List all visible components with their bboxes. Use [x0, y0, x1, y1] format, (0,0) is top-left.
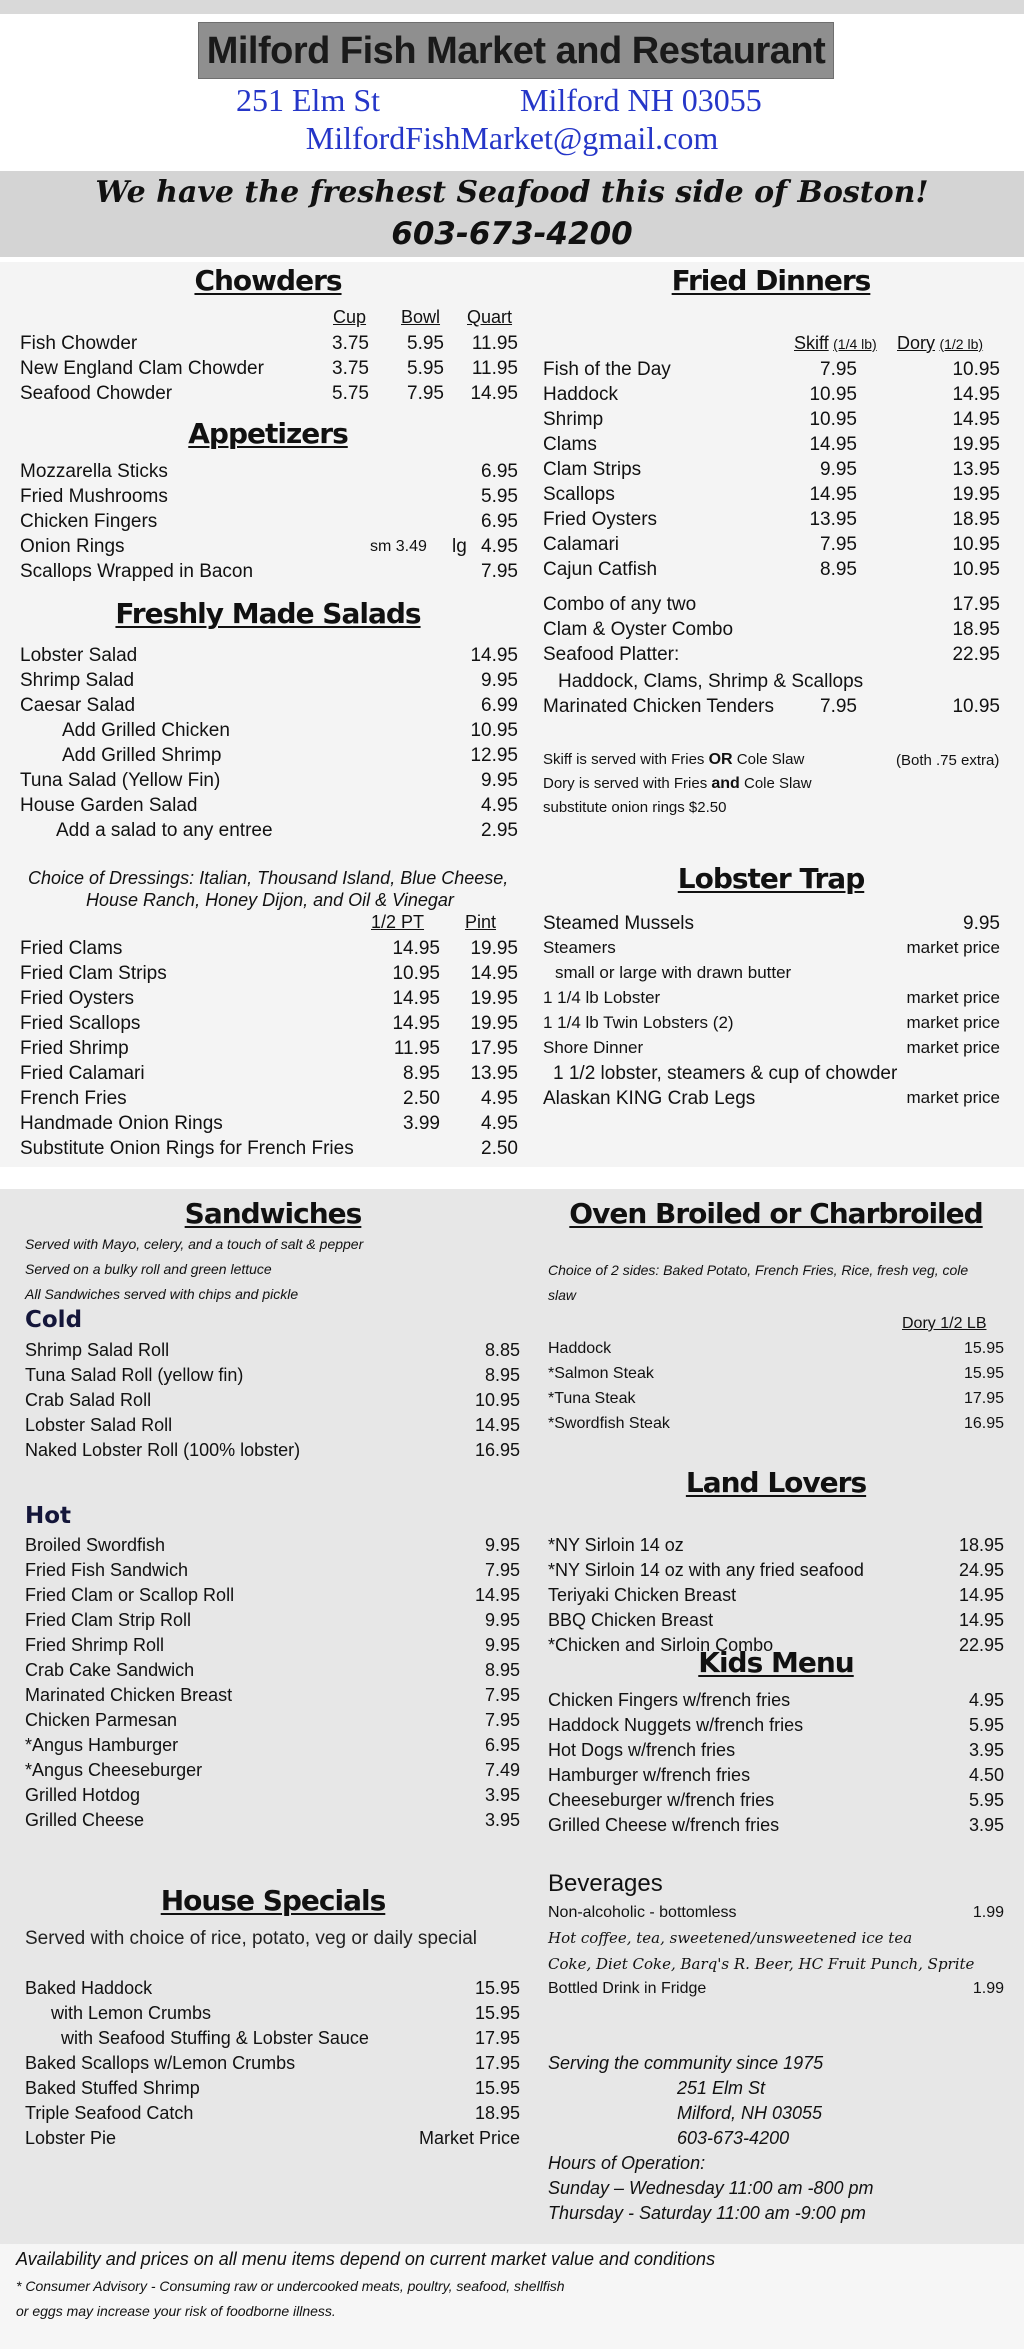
menu-item-name: 1 1/4 lb Twin Lobsters (2) — [543, 1013, 734, 1032]
menu-item-name: Onion Rings — [20, 536, 125, 557]
menu-item-name: Fish Chowder — [20, 333, 138, 354]
menu-item-price: market price — [906, 988, 1000, 1007]
menu-item-price: 11.95 — [393, 1038, 440, 1059]
menu-item-price: 17.95 — [952, 594, 1000, 615]
footer-availability: Availability and prices on all menu items depend on current market value and conditions — [16, 2249, 716, 2269]
fried-sides-col-pint: Pint — [465, 912, 497, 932]
menu-item-price: 10.95 — [809, 384, 857, 405]
menu-item-price: 11.95 — [471, 333, 518, 354]
fried-sides-col-half: 1/2 PT — [371, 912, 425, 932]
footer-advisory-1: * Consumer Advisory - Consuming raw or undercooked meats, poultry, seafood, shellfish — [16, 2278, 565, 2294]
menu-item-name: Chicken Fingers w/french fries — [548, 1690, 791, 1710]
skiff-note-a: Skiff is served with Fries — [543, 751, 709, 768]
menu-item-price: 10.95 — [392, 963, 440, 984]
chowders-col-bowl: Bowl — [401, 307, 441, 327]
menu-item-price: 7.95 — [820, 696, 857, 717]
onion-rings-sm-price: sm 3.49 — [370, 538, 427, 555]
menu-item-price: 5.95 — [481, 486, 518, 507]
menu-item-price: 6.99 — [481, 695, 518, 716]
skiff-note — [543, 751, 804, 769]
chowders-col-quart: Quart — [467, 307, 513, 327]
skiff-label: Skiff — [794, 333, 829, 353]
sandwiches-heading: Sandwiches — [184, 1197, 362, 1230]
beverage-line-1: Non-alcoholic - bottomless — [548, 1904, 737, 1921]
menu-item-name: Fried Fish Sandwich — [25, 1560, 189, 1580]
menu-item-name: Cajun Catfish — [543, 559, 658, 580]
menu-item-price: 7.95 — [820, 359, 857, 380]
hours-line-1: Sunday – Wednesday 11:00 am -800 pm — [548, 2178, 874, 2198]
menu-item-name: Lobster Pie — [25, 2128, 117, 2148]
oven-note-2: slaw — [548, 1287, 577, 1303]
menu-item-name: Steamed Mussels — [543, 913, 695, 934]
salads-heading: Freshly Made Salads — [115, 597, 421, 630]
menu-item-name: Fried Oysters — [20, 988, 135, 1009]
dory-note-and: and — [711, 775, 740, 792]
menu-item-price: 14.95 — [952, 384, 1000, 405]
menu-item-price: 15.95 — [963, 1340, 1004, 1357]
menu-item-name: Fried Oysters — [543, 509, 658, 530]
menu-item-name: Baked Haddock — [25, 1978, 153, 1998]
sandwich-note: Served on a bulky roll and green lettuce — [25, 1261, 272, 1277]
menu-item-name: Chicken Fingers — [20, 511, 158, 532]
menu-item-name: Handmade Onion Rings — [20, 1113, 223, 1134]
menu-item-price: 14.95 — [470, 963, 518, 984]
menu-item-name: Grilled Hotdog — [25, 1785, 141, 1805]
menu-item-name: Fried Clam Strip Roll — [25, 1610, 192, 1630]
menu-item-name: Steamers — [543, 938, 616, 957]
menu-item-name: *Salmon Steak — [548, 1365, 654, 1382]
menu-item-name: Fried Calamari — [20, 1063, 145, 1084]
menu-item-name: Clam & Oyster Combo — [543, 619, 734, 640]
menu-item-name: Grilled Cheese — [25, 1810, 145, 1830]
menu-item-name: Shrimp Salad — [20, 670, 135, 691]
menu-item-price: 9.95 — [963, 913, 1000, 934]
menu-item-price: 4.95 — [481, 1088, 518, 1109]
menu-item-name: Scallops Wrapped in Bacon — [20, 561, 254, 582]
menu-item-price: 19.95 — [470, 988, 518, 1009]
menu-item-price: 5.95 — [407, 358, 444, 379]
info-phone: 603-673-4200 — [677, 2128, 790, 2148]
lobster-trap-heading: Lobster Trap — [677, 862, 865, 895]
menu-item-price: 7.95 — [481, 561, 518, 582]
info-city: Milford, NH 03055 — [677, 2103, 823, 2123]
menu-item-price: 11.95 — [471, 358, 518, 379]
menu-item-price: 7.49 — [484, 1760, 520, 1780]
menu-item-price: 15.95 — [963, 1365, 1004, 1382]
menu-item-name: small or large with drawn butter — [555, 963, 792, 982]
menu-item-name: Fried Mushrooms — [20, 486, 168, 507]
menu-item-price: 8.95 — [484, 1365, 520, 1385]
menu-item-price: 6.95 — [481, 461, 518, 482]
menu-item-name: French Fries — [20, 1088, 127, 1109]
menu-item-price: 8.95 — [820, 559, 857, 580]
menu-item-name: Combo of any two — [543, 594, 697, 615]
menu-item-price: 8.95 — [484, 1660, 520, 1680]
header-phone: 603-673-4200 — [391, 216, 633, 252]
menu-item-price: 3.75 — [332, 358, 369, 379]
menu-item-price: 15.95 — [474, 2003, 520, 2023]
dory-label: Dory — [897, 333, 936, 353]
menu-item-price: 22.95 — [952, 644, 1000, 665]
dory-weight: (1/2 lb) — [939, 336, 984, 352]
menu-item-name: *NY Sirloin 14 oz — [548, 1535, 684, 1555]
menu-item-price: 3.95 — [968, 1815, 1004, 1835]
menu-item-price: 15.95 — [474, 1978, 520, 1998]
menu-item-name: Seafood Chowder — [20, 383, 173, 404]
menu-item-name: Marinated Chicken Tenders — [543, 696, 774, 717]
menu-item-name: Fried Clam Strips — [20, 963, 167, 984]
menu-item-price: 14.95 — [392, 988, 440, 1009]
menu-item-price: 4.50 — [968, 1765, 1004, 1785]
oven-col-dory: Dory 1/2 LB — [902, 1315, 987, 1332]
appetizers-heading: Appetizers — [188, 417, 348, 450]
menu-item-price: 14.95 — [958, 1585, 1004, 1605]
menu-item-name: Lobster Salad — [20, 645, 138, 666]
chowders-col-cup: Cup — [333, 307, 367, 327]
menu-item-price: 7.95 — [407, 383, 444, 404]
menu-item-name: Baked Stuffed Shrimp — [25, 2078, 200, 2098]
menu-item-price: 5.95 — [968, 1715, 1004, 1735]
menu-item-price: market price — [906, 1013, 1000, 1032]
sandwich-note: All Sandwiches served with chips and pickle — [25, 1286, 299, 1302]
menu-item-price: 9.95 — [484, 1535, 520, 1555]
menu-item-name: Haddock Nuggets w/french fries — [548, 1715, 804, 1735]
menu-item-price: 13.95 — [952, 459, 1000, 480]
menu-item-name: Chicken Parmesan — [25, 1710, 178, 1730]
chowders-heading: Chowders — [194, 264, 342, 297]
fried-dinners-col-skiff — [794, 333, 877, 354]
menu-item-name: Baked Scallops w/Lemon Crumbs — [25, 2053, 296, 2073]
platter-note: Haddock, Clams, Shrimp & Scallops — [558, 671, 864, 692]
menu-item-name: Alaskan KING Crab Legs — [543, 1088, 756, 1109]
menu-item-price: 12.95 — [470, 745, 518, 766]
menu-item-price: 18.95 — [474, 2103, 520, 2123]
menu-item-name: Fried Scallops — [20, 1013, 141, 1034]
menu-item-price: 7.95 — [484, 1560, 520, 1580]
menu-item-price: 3.95 — [968, 1740, 1004, 1760]
footer-advisory-2: or eggs may increase your risk of foodborne illness. — [16, 2303, 336, 2319]
menu-item-price: 24.95 — [958, 1560, 1004, 1580]
dressings-line-1: Choice of Dressings: Italian, Thousand Island, Blue Cheese, — [28, 868, 509, 888]
oven-note-1: Choice of 2 sides: Baked Potato, French Fries, Rice, fresh veg, cole — [548, 1262, 969, 1278]
hours-line-2: Thursday - Saturday 11:00 am -9:00 pm — [548, 2203, 866, 2223]
menu-item-name: House Garden Salad — [20, 795, 198, 816]
menu-item-price: 10.95 — [952, 534, 1000, 555]
info-street: 251 Elm St — [677, 2078, 766, 2098]
menu-item-name: Grilled Cheese w/french fries — [548, 1815, 780, 1835]
menu-item-price: 5.95 — [968, 1790, 1004, 1810]
menu-item-price: 10.95 — [809, 409, 857, 430]
menu-item-name: Shrimp Salad Roll — [25, 1340, 170, 1360]
oven-broiled-heading: Oven Broiled or Charbroiled — [569, 1197, 983, 1230]
tagline: We have the freshest Seafood this side of Boston! — [95, 175, 929, 210]
beverage-price-4: 1.99 — [972, 1980, 1004, 1997]
beverages-heading: Beverages — [548, 1870, 663, 1897]
menu-item-price: 14.95 — [958, 1610, 1004, 1630]
menu-item-name: Cheeseburger w/french fries — [548, 1790, 775, 1810]
menu-item-price: 19.95 — [952, 484, 1000, 505]
menu-item-name: New England Clam Chowder — [20, 358, 264, 379]
menu-item-price: 18.95 — [952, 619, 1000, 640]
menu-item-price: 14.95 — [809, 434, 857, 455]
menu-item-name: Fried Shrimp — [20, 1038, 129, 1059]
menu-item-price: 14.95 — [474, 1415, 520, 1435]
dory-note-a: Dory is served with Fries — [543, 775, 712, 792]
menu-item-price: 15.95 — [474, 2078, 520, 2098]
menu-item-price: 3.95 — [484, 1810, 520, 1830]
beverage-price-1: 1.99 — [972, 1904, 1004, 1921]
menu-item-price: 9.95 — [484, 1610, 520, 1630]
menu-item-price: 9.95 — [481, 670, 518, 691]
menu-item-name: Fried Clams — [20, 938, 123, 959]
menu-item-name: Mozzarella Sticks — [20, 461, 168, 482]
menu-item-name: *Chicken and Sirloin Combo — [548, 1635, 774, 1655]
menu-item-name: with Lemon Crumbs — [51, 2003, 212, 2023]
onion-ring-note: substitute onion rings $2.50 — [543, 799, 727, 816]
menu-item-price: 4.95 — [481, 795, 518, 816]
menu-item-price: 13.95 — [470, 1063, 518, 1084]
menu-item-name: with Seafood Stuffing & Lobster Sauce — [61, 2028, 369, 2048]
kids-menu-heading: Kids Menu — [698, 1646, 854, 1679]
both-extra-note: (Both .75 extra) — [896, 752, 1000, 769]
menu-item-name: Caesar Salad — [20, 695, 136, 716]
menu-item-name: Tuna Salad Roll (yellow fin) — [25, 1365, 244, 1385]
menu-item-price: 19.95 — [470, 938, 518, 959]
menu-item-price: 10.95 — [952, 559, 1000, 580]
menu-item-price: 18.95 — [952, 509, 1000, 530]
menu-item-name: Broiled Swordfish — [25, 1535, 166, 1555]
beverage-line-2: Hot coffee, tea, sweetened/unsweetened ice tea — [548, 1929, 913, 1947]
menu-item-price: 4.95 — [968, 1690, 1004, 1710]
menu-item-price: 16.95 — [474, 1440, 520, 1460]
menu-item-price: 10.95 — [952, 696, 1000, 717]
fried-dinners-heading: Fried Dinners — [671, 264, 871, 297]
menu-item-price: 13.95 — [809, 509, 857, 530]
land-lovers-heading: Land Lovers — [685, 1466, 867, 1499]
menu-item-name: Hamburger w/french fries — [548, 1765, 751, 1785]
menu-item-price: 14.95 — [952, 409, 1000, 430]
hours-title: Hours of Operation: — [548, 2153, 706, 2173]
menu-item-price: 8.85 — [484, 1340, 520, 1360]
menu-item-price: 6.95 — [484, 1735, 520, 1755]
menu-item-name: Haddock — [548, 1340, 612, 1357]
menu-item-price: 10.95 — [470, 720, 518, 741]
menu-item-price: 2.95 — [481, 820, 518, 841]
menu-item-price: market price — [906, 1088, 1000, 1107]
house-specials-heading: House Specials — [160, 1884, 386, 1917]
menu-item-name: Clam Strips — [543, 459, 642, 480]
menu-item-price: 22.95 — [958, 1635, 1004, 1655]
menu-item-name: BBQ Chicken Breast — [548, 1610, 714, 1630]
menu-item-price: 9.95 — [481, 770, 518, 791]
menu-item-price: 10.95 — [952, 359, 1000, 380]
menu-item-name: Add Grilled Shrimp — [62, 745, 222, 766]
menu-item-price: 7.95 — [484, 1710, 520, 1730]
menu-item-price: 14.95 — [470, 383, 518, 404]
top-strip — [0, 0, 1024, 14]
skiff-note-or: OR — [708, 751, 733, 768]
menu-item-price: 8.95 — [403, 1063, 440, 1084]
menu-item-name: Fried Shrimp Roll — [25, 1635, 165, 1655]
menu-item-name: *Angus Cheeseburger — [25, 1760, 203, 1780]
menu-item-name: Crab Cake Sandwich — [25, 1660, 195, 1680]
menu-item-price: 9.95 — [820, 459, 857, 480]
menu-item-price: 7.95 — [484, 1685, 520, 1705]
beverage-line-4: Bottled Drink in Fridge — [548, 1980, 707, 1997]
menu-item-price: 9.95 — [484, 1635, 520, 1655]
dory-note-c: Cole Slaw — [739, 775, 812, 792]
menu-item-name: Clams — [543, 434, 597, 455]
restaurant-title: Milford Fish Market and Restaurant — [206, 30, 826, 72]
menu-item-name: *Tuna Steak — [548, 1390, 636, 1407]
header-city: Milford NH 03055 — [520, 82, 762, 118]
onion-rings-lg-label: lg — [452, 536, 467, 557]
menu-item-name: Naked Lobster Roll (100% lobster) — [25, 1440, 301, 1460]
menu-item-price: 3.75 — [332, 333, 369, 354]
menu-item-price: 5.75 — [332, 383, 369, 404]
cold-subheading: Cold — [25, 1307, 83, 1333]
menu-item-price: 4.95 — [481, 1113, 518, 1134]
menu-item-name: *Angus Hamburger — [25, 1735, 179, 1755]
skiff-note-c: Cole Slaw — [732, 751, 805, 768]
panel-separator — [0, 1167, 1024, 1189]
menu-item-price: 4.95 — [481, 536, 518, 557]
menu-item-name: Shrimp — [543, 409, 604, 430]
menu-item-name: 1 1/2 lobster, steamers & cup of chowder — [553, 1063, 898, 1084]
menu-item-name: Hot Dogs w/french fries — [548, 1740, 736, 1760]
restaurant-title-box — [198, 22, 834, 79]
dory-note — [543, 775, 812, 793]
dressings-line-2: House Ranch, Honey Dijon, and Oil & Vinegar — [86, 890, 454, 910]
menu-item-price: 3.99 — [403, 1113, 440, 1134]
header-street: 251 Elm St — [236, 82, 381, 118]
hot-subheading: Hot — [25, 1503, 72, 1529]
menu-item-price: 14.95 — [392, 938, 440, 959]
menu-item-name: Fish of the Day — [543, 359, 671, 380]
menu-item-name: 1 1/4 lb Lobster — [543, 988, 661, 1007]
menu-item-name: Fried Clam or Scallop Roll — [25, 1585, 235, 1605]
menu-item-name: Haddock — [543, 384, 618, 405]
menu-item-price: 14.95 — [474, 1585, 520, 1605]
beverage-line-3: Coke, Diet Coke, Barq's R. Beer, HC Fruit Punch, Sprite — [548, 1955, 975, 1973]
menu-item-price: market price — [906, 938, 1000, 957]
menu-item-price: 16.95 — [963, 1415, 1004, 1432]
menu-item-price: 2.50 — [481, 1138, 518, 1159]
sandwich-note: Served with Mayo, celery, and a touch of salt & pepper — [25, 1236, 364, 1252]
menu-item-price: 14.95 — [392, 1013, 440, 1034]
menu-item-name: Shore Dinner — [543, 1038, 644, 1057]
menu-item-name: Marinated Chicken Breast — [25, 1685, 233, 1705]
menu-item-name: Seafood Platter: — [543, 644, 680, 665]
menu-item-price: market price — [906, 1038, 1000, 1057]
menu-item-name: *Swordfish Steak — [548, 1415, 670, 1432]
menu-item-name: Lobster Salad Roll — [25, 1415, 173, 1435]
menu-item-price: 6.95 — [481, 511, 518, 532]
menu-item-name: Add Grilled Chicken — [62, 720, 230, 741]
menu-item-price: 3.95 — [484, 1785, 520, 1805]
menu-item-price: 17.95 — [474, 2028, 520, 2048]
menu-item-price: 7.95 — [820, 534, 857, 555]
menu-item-price: 14.95 — [809, 484, 857, 505]
menu-item-name: Scallops — [543, 484, 615, 505]
skiff-weight: (1/4 lb) — [833, 336, 877, 352]
menu-item-price: 17.95 — [474, 2053, 520, 2073]
menu-item-name: Tuna Salad (Yellow Fin) — [20, 770, 221, 791]
menu-item-name: Substitute Onion Rings for French Fries — [20, 1138, 354, 1159]
menu-item-price: Market Price — [418, 2128, 520, 2148]
menu-item-price: 10.95 — [474, 1390, 520, 1410]
menu-item-price: 2.50 — [403, 1088, 440, 1109]
menu-item-price: 18.95 — [958, 1535, 1004, 1555]
house-specials-note: Served with choice of rice, potato, veg or daily special — [25, 1928, 478, 1949]
menu-item-price: 19.95 — [952, 434, 1000, 455]
menu-item-name: *NY Sirloin 14 oz with any fried seafood — [548, 1560, 864, 1580]
menu-item-price: 17.95 — [470, 1038, 518, 1059]
menu-item-name: Triple Seafood Catch — [25, 2103, 194, 2123]
menu-item-price: 17.95 — [963, 1390, 1004, 1407]
menu-item-price: 19.95 — [470, 1013, 518, 1034]
header-email[interactable]: MilfordFishMarket@gmail.com — [305, 120, 719, 156]
menu-item-name: Crab Salad Roll — [25, 1390, 152, 1410]
serving-since: Serving the community since 1975 — [548, 2053, 824, 2073]
menu-item-price: 14.95 — [470, 645, 518, 666]
menu-item-name: Calamari — [543, 534, 620, 555]
menu-item-name: Add a salad to any entree — [56, 820, 273, 841]
menu-item-name: Teriyaki Chicken Breast — [548, 1585, 737, 1605]
menu-item-price: 5.95 — [407, 333, 444, 354]
fried-dinners-col-dory — [897, 333, 983, 354]
